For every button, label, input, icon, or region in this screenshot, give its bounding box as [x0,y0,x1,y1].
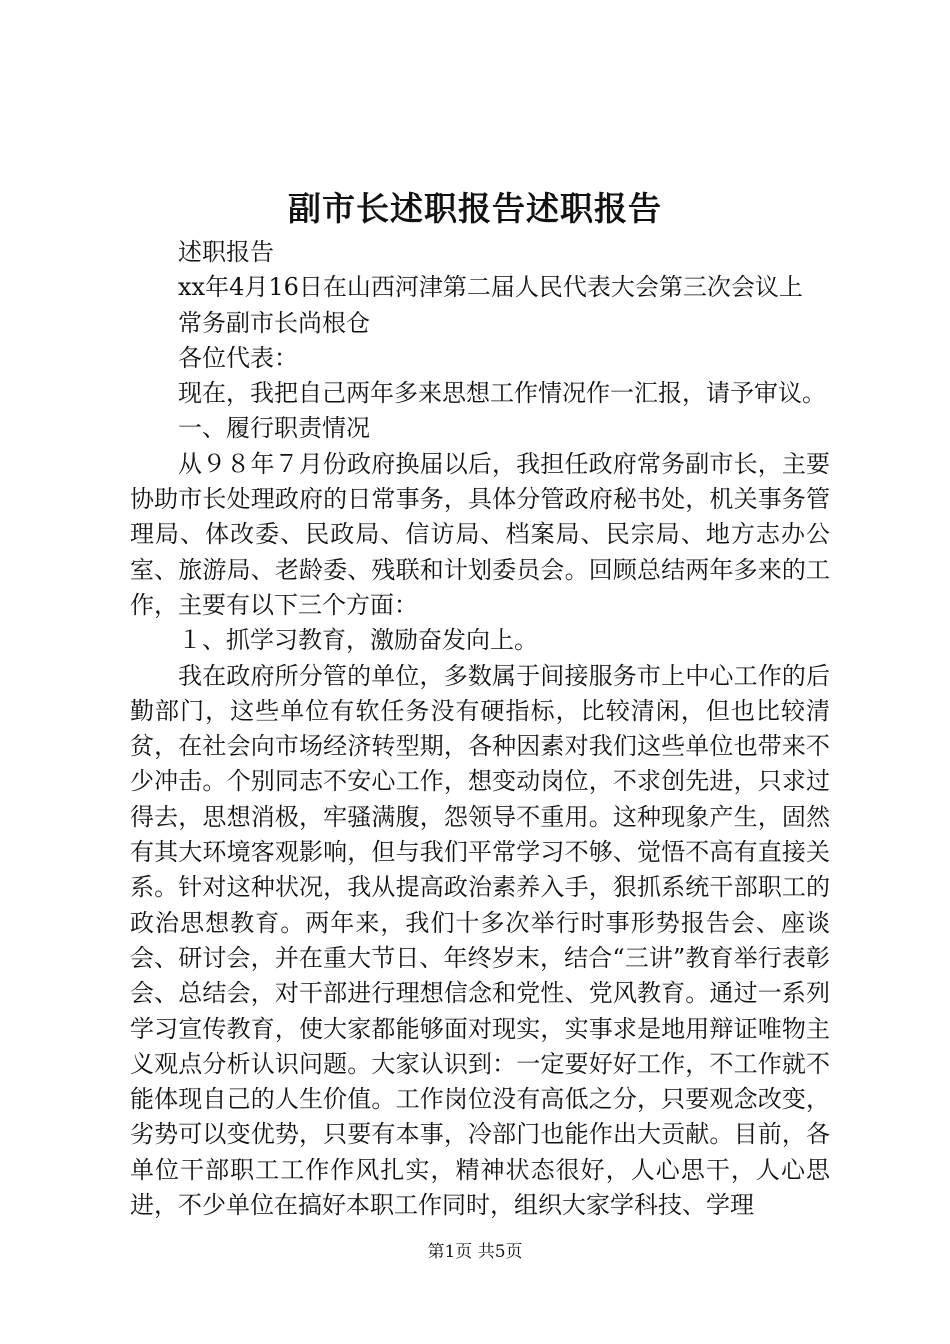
document-body [130,235,830,1223]
paragraph-meeting-info: xx年4月16日在山西河津第二届人民代表大会第三次会议上 [178,273,803,302]
paragraph-intro: 现在，我把自己两年多来思想工作情况作一汇报，请予审议。 [178,379,826,408]
page-total: 共5页 [477,1242,523,1262]
subheading-study-education: １、抓学习教育，激励奋发向上。 [178,626,538,655]
page-footer [0,1240,950,1264]
paragraph-duties: 从９８年７月份政府换届以后，我担任政府常务副市长，主要协助市长处理政府的日常事务，具体分管政府秘书处，机关事务管理局、体改委、民政局、信访局、档案局、民宗局、地方志办公室、旅游局、老龄委、残联和计划委员会。回顾总结两年多来的工作，主要有以下三个方面： [130,449,830,619]
paragraph-heading-label: 述职报告 [178,238,274,266]
paragraph-salutation: 各位代表： [178,343,298,372]
paragraph-study-education: 我在政府所分管的单位，多数属于间接服务市上中心工作的后勤部门，这些单位有软任务没有硬指标，比较清闲，但也比较清贫，在社会向市场经济转型期，各种因素对我们这些单位也带来不少冲击。个别同志不安心工作，想变动岗位，不求创先进，只求过得去，思想消极，牢骚满腹，怨领导不重用。这种现象产生，固然有其大环境客观影响，但与我们平常学习不够、觉悟不高有直接关系。针对这种状况，我从提高政治素养入手，狠抓系统干部职工的政治思想教育。两年来，我们十多次举行时事形势报告会、座谈会、研讨会，并在重大节日、年终岁末，结合“三讲”教育举行表彰会、总结会，对干部进行理想信念和党性、党风教育。通过一系列学习宣传教育，使大家都能够面对现实，实事求是地用辩证唯物主义观点分析认识问题。大家认识到：一定要好好工作，不工作就不能体现自己的人生价值。工作岗位没有高低之分，只要观念改变，劣势可以变优势，只要有本事，冷部门也能作出大贡献。目前，各单位干部职工工作作风扎实，精神状态很好，人心思干，人心思进，不少单位在搞好本职工作同时，组织大家学科技、学理 [130,661,830,1220]
paragraph-speaker: 常务副市长尚根仓 [178,308,370,337]
document-title: 副市长述职报告述职报告 [288,189,662,228]
section-heading-duties: 一、履行职责情况 [178,414,370,443]
page-number: 第1页 [427,1242,473,1262]
